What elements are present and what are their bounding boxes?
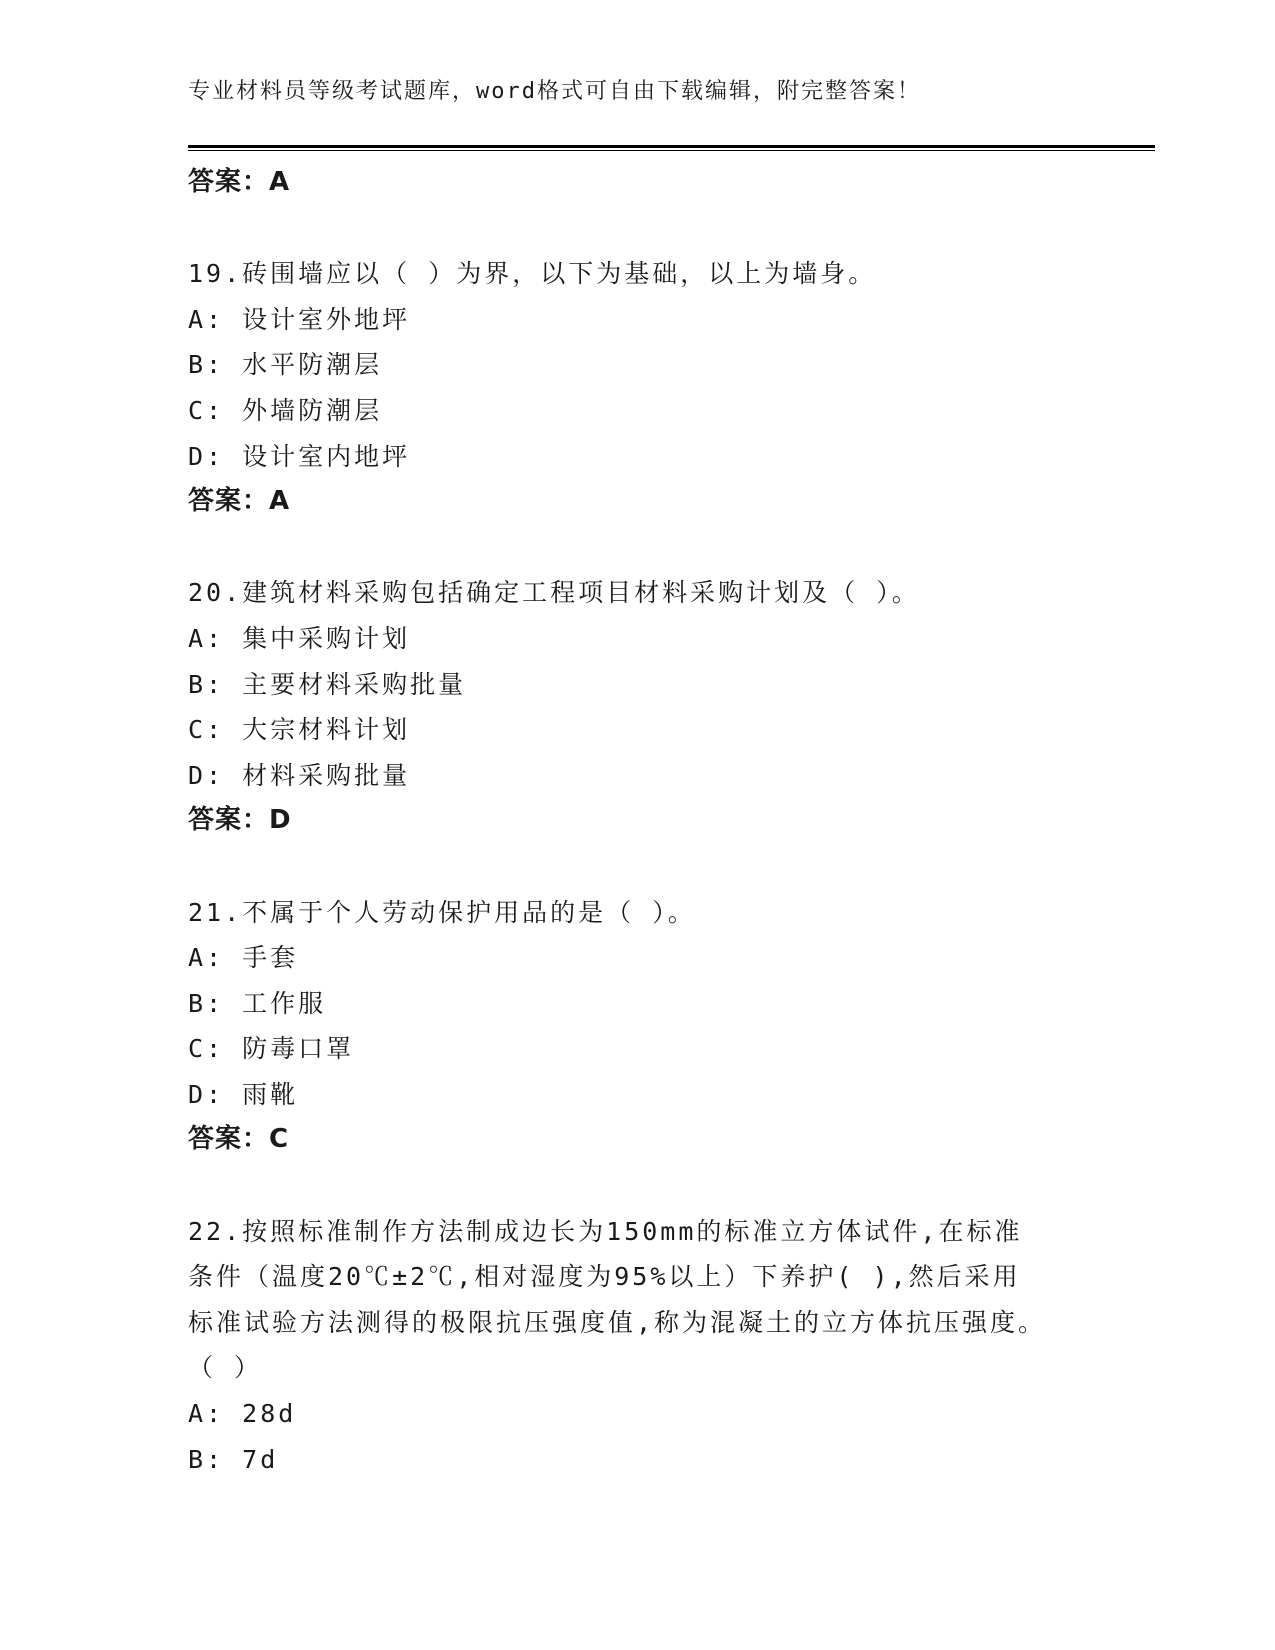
question-22 bbox=[188, 1209, 1088, 1483]
header-rule-thick bbox=[188, 145, 1155, 148]
option-a: A: 手套 bbox=[188, 943, 299, 973]
answer-line: 答案：A bbox=[188, 486, 291, 517]
spacer bbox=[188, 206, 1088, 252]
option-d: D: 设计室内地坪 bbox=[188, 441, 411, 471]
question-stem: 21.不属于个人劳动保护用品的是（ ）。 bbox=[188, 897, 696, 927]
spacer bbox=[188, 1163, 1088, 1209]
option-a: A: 集中采购计划 bbox=[188, 623, 411, 653]
document-body bbox=[188, 160, 1088, 1482]
question-stem: 19.砖围墙应以（ ）为界，以下为基础，以上为墙身。 bbox=[188, 259, 877, 289]
question-21 bbox=[188, 890, 1088, 1164]
option-b: B: 7d bbox=[188, 1444, 279, 1474]
option-c: C: 防毒口罩 bbox=[188, 1034, 355, 1064]
header-rule-thin bbox=[188, 150, 1155, 151]
option-d: D: 材料采购批量 bbox=[188, 760, 411, 790]
answer-line: 答案：D bbox=[188, 805, 292, 836]
option-c: C: 大宗材料计划 bbox=[188, 715, 411, 745]
answer-line: 答案：C bbox=[188, 1124, 290, 1155]
question-stem: 22.按照标准制作方法制成边长为150mm的标准立方体试件,在标准条件（温度20℃±2℃,相对湿度为95%以上）下养护( ),然后采用标准试验方法测得的极限抗压强度值,称为混凝土的立方体抗压强度。（ ） bbox=[188, 1216, 1047, 1383]
option-b: B: 水平防潮层 bbox=[188, 350, 383, 380]
spacer bbox=[188, 525, 1088, 571]
option-b: B: 工作服 bbox=[188, 988, 327, 1018]
option-a: A: 设计室外地坪 bbox=[188, 304, 411, 334]
option-a: A: 28d bbox=[188, 1399, 297, 1429]
spacer bbox=[188, 844, 1088, 890]
question-stem: 20.建筑材料采购包括确定工程项目材料采购计划及（ ）。 bbox=[188, 578, 920, 608]
option-b: B: 主要材料采购批量 bbox=[188, 669, 467, 699]
question-19 bbox=[188, 251, 1088, 525]
option-d: D: 雨靴 bbox=[188, 1079, 299, 1109]
question-20 bbox=[188, 570, 1088, 844]
answer-line: 答案：A bbox=[188, 167, 291, 197]
page-header: 专业材料员等级考试题库，word格式可自由下载编辑，附完整答案！ bbox=[188, 79, 921, 104]
option-c: C: 外墙防潮层 bbox=[188, 395, 383, 425]
